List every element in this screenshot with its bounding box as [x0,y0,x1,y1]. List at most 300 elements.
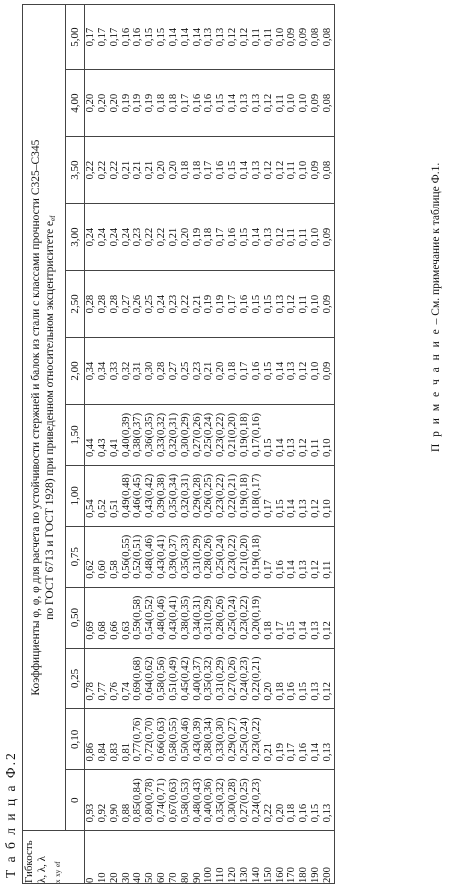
table-value: 0,33(0,30) [215,717,227,762]
table-value: 0,10 [321,499,333,518]
table-value: 0,12 [310,499,322,518]
table-value: 0,10 [286,93,298,113]
table-value: 0,08 [321,27,333,47]
table-value: 0,24 [96,227,108,247]
table-value: 0,29(0,27) [227,717,239,762]
table-value: 0,11 [286,228,298,247]
table-value: 0,21 [120,160,132,180]
table-value: 0,52(0,51) [132,534,144,579]
table-value: 0,22 [262,803,274,823]
table-value: 0,12 [274,160,286,180]
value-column [85,204,335,271]
table-value: 0,66(0,63) [156,717,168,762]
table-value: 0,19 [274,742,286,762]
table-value: 0,09 [321,361,333,381]
table-value: 0,39(0,37) [167,534,179,579]
table-value: 0,14 [310,742,322,762]
table-value: 0,38(0,34) [203,717,215,762]
column-header: 0 [66,770,85,831]
table-value: 0,31(0,29) [191,534,203,579]
table-value: 0,17 [85,27,96,47]
table-value: 0,24(0,23) [238,656,250,701]
table-value: 0,24 [108,227,120,247]
table-value: 0,23 [167,294,179,314]
table-value: 0,54 [85,499,96,518]
table-value: 0,15 [250,294,262,314]
table-value: 0,81 [120,742,132,762]
table-value: 0,13 [310,682,322,701]
table-value: 0,31(0,29) [215,656,227,701]
table-value: 0,12 [310,560,322,579]
table-value: 0,08 [321,93,333,113]
column-header: 2,50 [66,271,85,338]
table-value: 0,33(0,32) [156,412,168,458]
table-value: 0,23(0,22) [238,595,250,640]
table-value: 0,32 [120,361,132,381]
table-value: 0,32(0,31) [167,412,179,458]
table-value: 0,54(0,52) [144,595,156,640]
table-value: 0,15 [298,682,310,701]
table-value: 0,48(0,46) [156,595,168,640]
slenderness-value: 20 [108,872,120,883]
slenderness-value: 170 [286,867,298,883]
table-value: 0,12 [321,682,333,701]
table-value: 0,24 [120,227,132,247]
table-value: 0,08 [310,27,322,47]
table-value: 0,18 [262,621,274,640]
table-value: 0,58 [108,560,120,579]
table-value: 0,22 [85,160,96,180]
table-value: 0,14 [274,438,286,458]
table-value: 0,85(0,84) [132,778,144,823]
table-value: 0,19 [203,294,215,314]
value-column [85,405,335,466]
slenderness-value: 100 [203,867,215,883]
note-lead: П р и м е ч а н и е [430,327,442,452]
table-value: 0,15 [227,160,239,180]
column-header: 0,75 [66,526,85,587]
table-value: 0,21(0,20) [238,534,250,579]
table-value: 0,21 [203,361,215,381]
table-value: 0,15 [156,27,168,47]
table-value: 0,41 [108,438,120,458]
table-value: 0,13 [310,621,322,640]
table-value: 0,18 [203,227,215,247]
table-value: 0,24 [156,294,168,314]
table-value: 0,10 [310,361,322,381]
column-header: 0,25 [66,648,85,709]
table-value: 0,16 [227,227,239,247]
table-value: 0,68 [96,621,108,640]
table-value: 0,15 [262,294,274,314]
table-value: 0,19(0,18) [250,534,262,579]
table-value: 0,19 [144,93,156,113]
table-value: 0,56(0,55) [120,534,132,579]
table-value: 0,44 [85,438,96,458]
table-value: 0,13 [238,93,250,113]
table-value: 0,52 [96,499,108,518]
table-value: 0,88 [120,803,132,823]
table-value: 0,50(0,46) [179,717,191,762]
table-value: 0,21 [144,160,156,180]
table-value: 0,46(0,45) [132,473,144,518]
table-value: 0,10 [310,294,322,314]
table-value: 0,17 [179,93,191,113]
table-value: 0,09 [321,227,333,247]
table-value: 0,26 [132,294,144,314]
table-value: 0,16 [250,361,262,381]
table-value: 0,13 [286,438,298,458]
table-value: 0,20 [179,227,191,247]
slenderness-header: Гибкость λ, λ, λ $_x$ $_{xy}$ $_{ef}$ [23,831,85,884]
slenderness-value: 40 [132,872,144,883]
table-value: 0,19 [191,227,203,247]
table-value: 0,24(0,23) [250,778,262,823]
table-caption [23,5,66,831]
slenderness-value: 120 [227,867,239,883]
table-value: 0,17 [227,294,239,314]
table-value: 0,10 [274,27,286,47]
value-column [85,648,335,709]
table-value: 0,77 [96,682,108,701]
table-value: 0,74 [120,682,132,701]
table-value: 0,69 [85,621,96,640]
table-value: 0,14 [167,27,179,47]
table-value: 0,43(0,41) [167,595,179,640]
table-value: 0,16 [238,294,250,314]
table-value: 0,77(0,76) [132,717,144,762]
table-value: 0,14 [227,93,239,113]
table-value: 0,40(0,37) [191,656,203,701]
table-value: 0,13 [250,160,262,180]
table-value: 0,17 [108,27,120,47]
table-value: 0,17 [262,560,274,579]
table-value: 0,84 [96,742,108,762]
table-value: 0,18 [179,160,191,180]
table-value: 0,29(0,28) [191,473,203,518]
table-value: 0,20 [96,93,108,113]
table-value: 0,15 [144,27,156,47]
table-value: 0,15 [310,803,322,823]
table-value: 0,78 [85,682,96,701]
table-value: 0,09 [321,294,333,314]
table-value: 0,18 [191,160,203,180]
table-value: 0,20(0,19) [250,595,262,640]
table-value: 0,25(0,24) [203,412,215,458]
slenderness-value: 110 [215,867,227,883]
table-value: 0,86 [85,742,96,762]
table-value: 0,22(0,21) [227,473,239,518]
slenderness-value: 60 [156,872,168,883]
table-value: 0,22 [144,227,156,247]
table-value: 0,25(0,24) [215,534,227,579]
table-value: 0,35(0,32) [215,778,227,823]
table-value: 0,20 [156,160,168,180]
table-value: 0,17 [96,27,108,47]
table-value: 0,27(0,25) [238,778,250,823]
column-header: 4,00 [66,70,85,137]
slenderness-value: 180 [298,867,310,883]
table-value: 0,48(0,43) [191,778,203,823]
table-value: 0,33 [108,361,120,381]
table-value: 0,21 [262,742,274,762]
table-value: 0,14 [298,621,310,640]
table-value: 0,49(0,48) [120,473,132,518]
table-value: 0,14 [179,27,191,47]
column-header: 1,00 [66,465,85,526]
table-value: 0,30 [144,361,156,381]
table-value: 0,12 [238,27,250,47]
table-value: 0,28 [108,294,120,314]
table-value: 0,35(0,33) [179,534,191,579]
table-value: 0,10 [298,160,310,180]
table-value: 0,14 [191,27,203,47]
value-column [85,587,335,648]
table-value: 0,14 [274,361,286,381]
table-value: 0,13 [215,27,227,47]
table-value: 0,11 [298,295,310,314]
table-value: 0,28 [85,294,96,314]
value-column [85,271,335,338]
table-value: 0,34(0,31) [191,595,203,640]
table-value: 0,35(0,34) [167,473,179,518]
table-value: 0,22 [96,160,108,180]
value-column [85,338,335,405]
table-value: 0,11 [286,161,298,180]
table-value: 0,12 [274,227,286,247]
table-value: 0,38(0,35) [179,595,191,640]
value-column [85,526,335,587]
table-value: 0,92 [96,803,108,823]
table-value: 0,12 [321,621,333,640]
table-value: 0,23(0,22) [215,473,227,518]
slenderness-value: 140 [250,867,262,883]
table-value: 0,25 [144,294,156,314]
table-value: 0,13 [286,361,298,381]
table-value: 0,35(0,32) [203,656,215,701]
table-value: 0,69(0,68) [132,656,144,701]
table-value: 0,09 [310,93,322,113]
column-header-row [66,5,85,884]
table-value: 0,36(0,35) [144,412,156,458]
table-value: 0,20 [262,682,274,701]
table-value: 0,23 [191,361,203,381]
table-value: 0,27 [167,361,179,381]
table-value: 0,27(0,26) [227,656,239,701]
table-value: 0,11 [262,28,274,47]
table-label: Т а б л и ц а Ф.2 [3,751,18,878]
table-value: 0,15 [262,438,274,458]
table-value: 0,18 [167,93,179,113]
table-value: 0,16 [298,742,310,762]
table-value: 0,18 [286,803,298,823]
table-value: 0,59(0,58) [132,595,144,640]
table-value: 0,21 [191,294,203,314]
table-value: 0,11 [310,438,322,458]
table-value: 0,17 [203,160,215,180]
table-value: 0,15 [274,499,286,518]
column-header: 3,50 [66,137,85,204]
coefficients-table [22,4,335,884]
table-value: 0,12 [262,93,274,113]
slenderness-value: 130 [238,867,250,883]
table-value: 0,43(0,42) [144,473,156,518]
table-value: 0,16 [120,27,132,47]
table-value: 0,80(0,78) [144,778,156,823]
table-value: 0,16 [191,93,203,113]
table-value: 0,17 [262,499,274,518]
table-value: 0,11 [250,28,262,47]
table-value: 0,51(0,49) [167,656,179,701]
table-value: 0,90 [108,803,120,823]
table-value: 0,17 [238,361,250,381]
table-value: 0,13 [203,27,215,47]
data-row [85,5,335,884]
table-value: 0,11 [321,560,333,579]
table-value: 0,19(0,18) [238,473,250,518]
value-column [85,70,335,137]
slenderness-value: 200 [321,867,333,883]
value-column [85,770,335,831]
table-value: 0,21(0,20) [227,412,239,458]
table-value: 0,20 [167,160,179,180]
table-value: 0,30(0,29) [179,412,191,458]
table-value: 0,48(0,46) [144,534,156,579]
table-value: 0,16 [286,682,298,701]
table-value: 0,22(0,21) [250,656,262,701]
table-value: 0,24 [85,227,96,247]
table-value: 0,15 [262,361,274,381]
table-value: 0,28 [96,294,108,314]
table-value: 0,14 [286,560,298,579]
slenderness-value: 50 [144,872,156,883]
table-value: 0,11 [298,228,310,247]
table-value: 0,66 [108,621,120,640]
note-text: – См. примечание к таблице Ф.1. [430,162,442,328]
table-value: 0,13 [321,742,333,762]
table-value: 0,43(0,41) [156,534,168,579]
slenderness-value: 0 [85,877,96,883]
table-value: 0,27(0,26) [191,412,203,458]
slenderness-value: 190 [310,867,322,883]
table-value: 0,13 [262,227,274,247]
column-header: 5,00 [66,5,85,70]
table-value: 0,58(0,55) [167,717,179,762]
table-value: 0,28 [156,361,168,381]
table-value: 0,31 [132,361,144,381]
table-value: 0,17 [286,742,298,762]
table-value: 0,22 [156,227,168,247]
value-column [85,137,335,204]
table-value: 0,21 [132,160,144,180]
table-value: 0,20 [85,93,96,113]
table-value: 0,17 [274,621,286,640]
table-value: 0,40(0,39) [120,412,132,458]
table-value: 0,58(0,53) [179,778,191,823]
slenderness-value: 160 [274,867,286,883]
table-value: 0,60 [96,560,108,579]
table-value: 0,25(0,24) [238,717,250,762]
table-value: 0,76 [108,682,120,701]
table-value: 0,10 [321,438,333,458]
table-value: 0,16 [132,27,144,47]
slenderness-value: 80 [179,872,191,883]
table-value: 0,31(0,29) [203,595,215,640]
slenderness-column [85,831,335,884]
table-value: 0,14 [286,499,298,518]
table-value: 0,25(0,24) [227,595,239,640]
table-value: 0,15 [238,227,250,247]
table-value: 0,13 [321,803,333,823]
column-header: 1,50 [66,405,85,466]
table-note [430,163,442,452]
table-value: 0,64(0,62) [144,656,156,701]
slenderness-value: 70 [167,872,179,883]
table-value: 0,26(0,25) [203,473,215,518]
table-value: 0,14 [250,227,262,247]
table-value: 0,19(0,18) [238,412,250,458]
table-value: 0,09 [298,27,310,47]
table-value: 0,34 [85,361,96,381]
table-value: 0,51 [108,499,120,518]
table-value: 0,23(0,22) [215,412,227,458]
table-value: 0,30(0,28) [227,778,239,823]
table-value: 0,15 [215,93,227,113]
table-value: 0,18 [156,93,168,113]
table-value: 0,22 [179,294,191,314]
table-value: 0,16 [274,560,286,579]
table-value: 0,13 [250,93,262,113]
table-value: 0,40(0,36) [203,778,215,823]
table-value: 0,17(0,16) [250,412,262,458]
table-value: 0,93 [85,803,96,823]
table-value: 0,18(0,17) [250,473,262,518]
table-value: 0,39(0,38) [156,473,168,518]
column-header: 2,00 [66,338,85,405]
table-value: 0,13 [298,499,310,518]
table-value: 0,27 [120,294,132,314]
table-value: 0,62 [85,560,96,579]
caption-line-1: Коэффициенты φ, φ, φ для расчета по устойчивости стержней и балок из стали с классами прочности С325–С345 [29,139,42,696]
table-value: 0,67(0,63) [167,778,179,823]
table-value: 0,12 [227,27,239,47]
caption-line-2: по ГОСТ 6713 и ГОСТ 1928) при приведенном относительном эксцентриситете $e_{ef}$ [43,215,57,620]
table-value: 0,20 [215,361,227,381]
table-value: 0,45(0,42) [179,656,191,701]
table-value: 0,43(0,39) [191,717,203,762]
slenderness-value: 150 [262,867,274,883]
table-value: 0,10 [298,93,310,113]
table-value: 0,11 [274,94,286,113]
table-value: 0,72(0,70) [144,717,156,762]
table-value: 0,16 [298,803,310,823]
table-value: 0,16 [215,160,227,180]
table-value: 0,34 [96,361,108,381]
column-header: 3,00 [66,204,85,271]
table-value: 0,14 [238,160,250,180]
table-value: 0,23(0,22) [250,717,262,762]
table-value: 0,63 [120,621,132,640]
table-value: 0,28(0,26) [215,595,227,640]
slenderness-value: 30 [120,872,132,883]
value-column [85,5,335,70]
table-value: 0,13 [298,560,310,579]
table-value: 0,28(0,26) [203,534,215,579]
table-value: 0,58(0,56) [156,656,168,701]
table-value: 0,09 [310,160,322,180]
table-value: 0,32(0,31) [179,473,191,518]
table-value: 0,19 [120,93,132,113]
